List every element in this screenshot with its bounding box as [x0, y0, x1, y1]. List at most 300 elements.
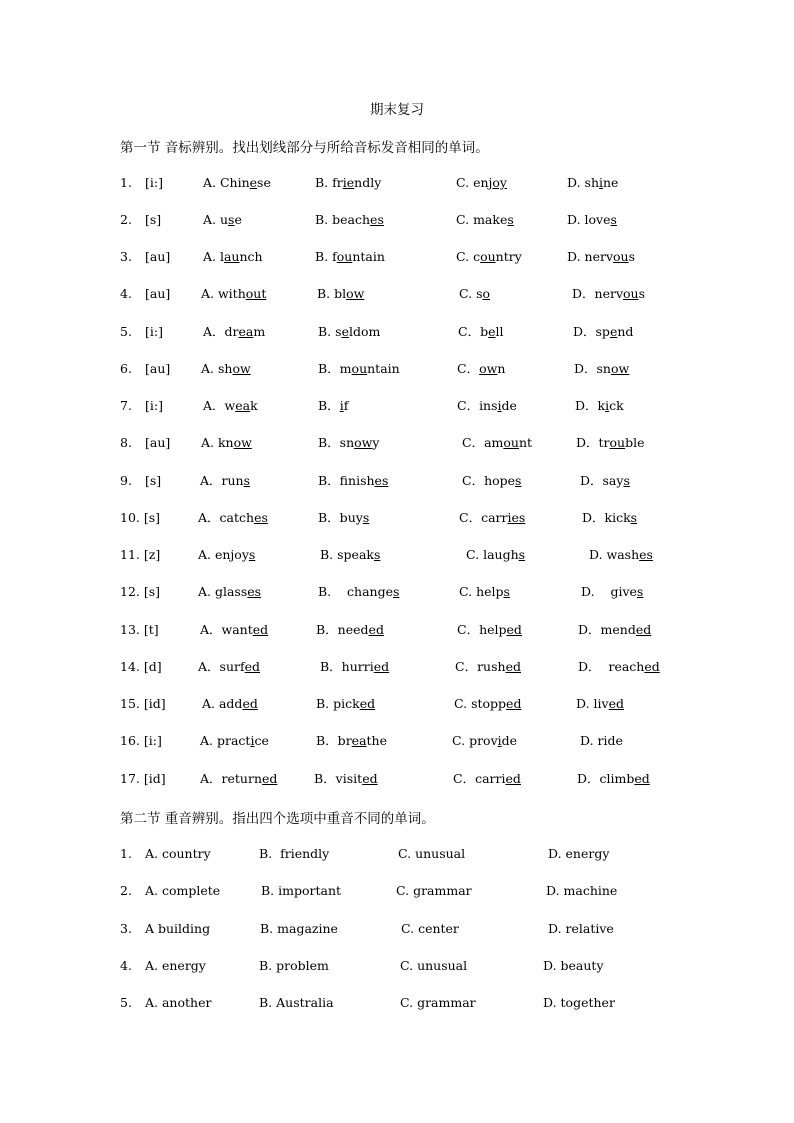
option-text: B．buy [318, 510, 363, 525]
option-text: C. enj [456, 175, 493, 190]
underlined-letters: s [503, 584, 510, 599]
underlined-letters: ie [342, 175, 355, 190]
answer-option [589, 545, 653, 565]
option-text: D．tr [576, 435, 610, 450]
underlined-letters: ed [635, 622, 652, 637]
answer-option [459, 582, 510, 602]
question-row [0, 508, 794, 528]
option-text: B. fr [315, 175, 343, 190]
answer-option [198, 545, 255, 565]
answer-option [316, 731, 387, 751]
option-text: C. laugh [466, 547, 519, 562]
answer-option: C. unusual [400, 958, 468, 973]
underlined-letters: ou [609, 435, 626, 450]
option-text: C. make [456, 212, 508, 227]
underlined-letters: ed [506, 622, 522, 637]
option-text: B. speak [320, 547, 374, 562]
option-text: B. pick [316, 696, 360, 711]
question-row [0, 881, 794, 901]
underlined-letters: ed [644, 659, 660, 674]
underlined-letters: es [374, 473, 389, 488]
option-text: D．nerv [572, 286, 624, 301]
underlined-letters: ou [336, 249, 353, 264]
option-text: D. sh [567, 175, 599, 190]
underlined-letters: s [393, 584, 400, 599]
question-number: 9. [120, 473, 132, 488]
option-text: D．sn [574, 361, 611, 376]
answer-option [578, 620, 651, 640]
answer-option [201, 433, 252, 453]
underlined-letters: e [341, 324, 349, 339]
option-text: C．hope [462, 473, 516, 488]
option-text: A. sh [201, 361, 233, 376]
question-row [0, 956, 794, 976]
question-number: 11. [z] [120, 547, 161, 562]
question-row [0, 844, 794, 864]
underlined-letters: es [370, 212, 384, 227]
option-text: B. bl [317, 286, 347, 301]
option-text: A．catch [198, 510, 255, 525]
answer-option [576, 694, 624, 714]
option-text: ce [254, 733, 269, 748]
question-row [0, 173, 794, 193]
underlined-letters: es [254, 510, 268, 525]
answer-option [578, 657, 660, 677]
option-text: ldom [348, 324, 381, 339]
answer-option [456, 247, 522, 267]
question-number: 5. [120, 995, 132, 1010]
question-number: 14. [d] [120, 659, 162, 674]
option-text: C．carri [453, 771, 506, 786]
question-row [0, 247, 794, 267]
option-text: C．rush [455, 659, 506, 674]
answer-option [456, 210, 514, 230]
underlined-letters: ed [368, 622, 384, 637]
phonetic-symbol: [au] [145, 286, 171, 301]
underlined-letters: ed [506, 696, 522, 711]
underlined-letters: s [623, 473, 630, 488]
phonetic-symbol: [s] [145, 212, 162, 227]
section1-heading: 第一节 音标辨别。找出划线部分与所给音标发音相同的单词。 [120, 140, 489, 156]
underlined-letters: oy [492, 175, 507, 190]
option-text: C．ins [457, 398, 498, 413]
option-text: C． [457, 361, 480, 376]
option-text: A. enjoy [198, 547, 249, 562]
answer-option [581, 582, 643, 602]
question-number: 3. [120, 249, 132, 264]
answer-option [459, 284, 490, 304]
answer-option [582, 508, 637, 528]
underlined-letters: es [247, 584, 262, 599]
question-number: 4. [120, 958, 132, 973]
answer-option: B. magazine [260, 921, 338, 936]
underlined-letters: ow [611, 361, 630, 376]
answer-option [198, 582, 261, 602]
underlined-letters: o [482, 286, 491, 301]
option-text: A. add [202, 696, 243, 711]
answer-option [315, 247, 385, 267]
answer-option [202, 694, 258, 714]
underlined-letters: ed [505, 771, 521, 786]
option-text: B．need [316, 622, 369, 637]
underlined-letters: s [518, 547, 526, 562]
answer-option [315, 210, 384, 230]
option-text: D. liv [576, 696, 609, 711]
answer-option [203, 247, 263, 267]
underlined-letters: s [515, 473, 522, 488]
underlined-letters: i [339, 398, 344, 413]
question-number: 2. [120, 883, 132, 898]
option-text: A. u [203, 212, 229, 227]
option-text: B．hurri [320, 659, 374, 674]
option-text: A．want [200, 622, 253, 637]
option-text: A. with [201, 286, 246, 301]
question-number: 8. [120, 435, 132, 450]
question-number: 3. [120, 921, 132, 936]
option-text: ntain [352, 249, 385, 264]
question-row [0, 919, 794, 939]
question-row [0, 284, 794, 304]
answer-option [457, 396, 517, 416]
option-text: m [253, 324, 266, 339]
option-text: n [497, 361, 506, 376]
underlined-letters: ed [242, 696, 258, 711]
underlined-letters: ed [362, 771, 378, 786]
option-text: C. prov [452, 733, 498, 748]
question-row [0, 694, 794, 714]
option-text: s [638, 286, 646, 301]
option-text: B．finish [318, 473, 375, 488]
question-number: 10. [s] [120, 510, 161, 525]
answer-option [456, 173, 507, 193]
answer-option [318, 471, 388, 491]
question-row [0, 545, 794, 565]
answer-option [198, 508, 268, 528]
answer-option: B. important [261, 883, 342, 898]
underlined-letters: e [249, 175, 258, 190]
option-text: A．dr [203, 324, 239, 339]
option-text: C．b [458, 324, 489, 339]
answer-option: A. energy [145, 958, 206, 973]
answer-option [317, 284, 364, 304]
phonetic-symbol: [s] [145, 473, 162, 488]
answer-option [316, 694, 375, 714]
answer-option: A. country [145, 846, 211, 861]
answer-option [567, 210, 617, 230]
answer-option: D. relative [548, 921, 614, 936]
answer-option: B. Australia [259, 995, 334, 1010]
option-text: s [628, 249, 636, 264]
answer-option [580, 731, 623, 751]
question-row [0, 471, 794, 491]
option-text: D. wash [589, 547, 640, 562]
answer-option [198, 657, 260, 677]
option-text: C. c [456, 249, 481, 264]
answer-option [576, 433, 645, 453]
option-text: A．return [200, 771, 262, 786]
answer-option [462, 471, 521, 491]
underlined-letters: ed [244, 659, 261, 674]
underlined-letters: ow [233, 435, 252, 450]
underlined-letters: ed [505, 659, 521, 674]
option-text: D. love [567, 212, 611, 227]
answer-option [203, 210, 242, 230]
answer-option [458, 322, 503, 342]
answer-option [457, 359, 505, 379]
question-number: 7. [120, 398, 132, 413]
underlined-letters: ea [351, 733, 367, 748]
option-text: C. stopp [454, 696, 507, 711]
option-text: B. change [318, 584, 394, 599]
answer-option [573, 322, 633, 342]
answer-option: B. friendly [259, 846, 330, 861]
underlined-letters: ou [623, 286, 639, 301]
option-text: ne [603, 175, 619, 190]
question-row [0, 731, 794, 751]
question-number: 15. [id] [120, 696, 166, 711]
answer-option [455, 657, 521, 677]
option-text: A. kn [201, 435, 234, 450]
answer-option [320, 657, 389, 677]
underlined-letters: ow [346, 286, 365, 301]
answer-option [201, 284, 266, 304]
option-text: C. help [459, 584, 504, 599]
underlined-letters: ed [373, 659, 390, 674]
question-row [0, 620, 794, 640]
answer-option: C. grammar [400, 995, 476, 1010]
question-number: 1. [120, 846, 132, 861]
underlined-letters: i [599, 175, 603, 190]
question-row [0, 322, 794, 342]
underlined-letters: ou [351, 361, 368, 376]
phonetic-symbol: [i:] [145, 398, 163, 413]
option-text: ndly [354, 175, 382, 190]
answer-option [318, 582, 399, 602]
question-number: 1. [120, 175, 132, 190]
option-text: ble [625, 435, 645, 450]
option-text: A．run [200, 473, 244, 488]
answer-option [318, 396, 348, 416]
option-text: D．mend [578, 622, 636, 637]
phonetic-symbol: [au] [145, 249, 171, 264]
answer-option [574, 359, 629, 379]
answer-option [203, 322, 265, 342]
underlined-letters: i [497, 733, 502, 748]
underlined-letters: ou [480, 249, 496, 264]
underlined-letters: es [639, 547, 653, 562]
question-row [0, 433, 794, 453]
underlined-letters: s [248, 547, 256, 562]
question-number: 12. [s] [120, 584, 161, 599]
question-row [0, 769, 794, 789]
option-text: ntain [367, 361, 400, 376]
phonetic-symbol: [i:] [145, 175, 163, 190]
question-number: 6. [120, 361, 132, 376]
page-title: 期末复习 [370, 102, 424, 118]
option-text: A．w [203, 398, 236, 413]
option-text: ntry [495, 249, 522, 264]
underlined-letters: ow [479, 361, 498, 376]
option-text: D． reach [578, 659, 645, 674]
phonetic-symbol: [i:] [145, 324, 163, 339]
question-row [0, 657, 794, 677]
underlined-letters: s [373, 547, 381, 562]
phonetic-symbol: [au] [145, 361, 171, 376]
option-text: ck [609, 398, 624, 413]
option-text: B. beach [315, 212, 371, 227]
option-text: B．br [316, 733, 352, 748]
answer-option [567, 173, 618, 193]
question-row [0, 993, 794, 1013]
option-text: B．visit [314, 771, 363, 786]
answer-option [203, 173, 271, 193]
underlined-letters: i [497, 398, 502, 413]
underlined-letters: ou [503, 435, 519, 450]
answer-option [318, 359, 400, 379]
underlined-letters: e [609, 324, 618, 339]
underlined-letters: s [228, 212, 235, 227]
answer-option: C. unusual [398, 846, 466, 861]
answer-option [466, 545, 525, 565]
option-text: f [343, 398, 349, 413]
underlined-letters: s [243, 473, 251, 488]
answer-option [314, 769, 378, 789]
answer-option [200, 731, 269, 751]
underlined-letters: ou [613, 249, 629, 264]
option-text: C. s [459, 286, 483, 301]
answer-option [200, 769, 277, 789]
answer-option [459, 508, 525, 528]
underlined-letters: ed [608, 696, 624, 711]
question-row [0, 359, 794, 379]
option-text: A. pract [200, 733, 251, 748]
answer-option [318, 508, 369, 528]
question-row [0, 210, 794, 230]
option-text: C．carr [459, 510, 508, 525]
option-text: D. nerv [567, 249, 614, 264]
answer-option [452, 731, 517, 751]
answer-option [453, 769, 521, 789]
option-text: nd [617, 324, 634, 339]
option-text: nt [518, 435, 533, 450]
underlined-letters: s [362, 510, 370, 525]
option-text: D. give [581, 584, 637, 599]
option-text: de [501, 733, 518, 748]
answer-option: B. problem [259, 958, 329, 973]
answer-option [318, 322, 380, 342]
answer-option [316, 620, 384, 640]
underlined-letters: ed [359, 696, 376, 711]
option-text: e [234, 212, 242, 227]
answer-option [457, 620, 522, 640]
option-text: B. s [318, 324, 342, 339]
option-text: B． [318, 398, 340, 413]
underlined-letters: ow [232, 361, 251, 376]
answer-option: A building [145, 921, 211, 936]
option-text: D．kick [582, 510, 631, 525]
option-text: B．sn [318, 435, 355, 450]
option-text: D．say [580, 473, 624, 488]
answer-option [201, 359, 251, 379]
answer-option [203, 396, 258, 416]
answer-option: D. machine [546, 883, 618, 898]
answer-option [454, 694, 521, 714]
answer-option [567, 247, 635, 267]
underlined-letters: i [250, 733, 255, 748]
answer-option [200, 620, 268, 640]
option-text: D．k [575, 398, 606, 413]
option-text: nch [239, 249, 263, 264]
option-text: A. glass [198, 584, 248, 599]
underlined-letters: ea [235, 398, 251, 413]
answer-option [577, 769, 650, 789]
answer-option: C. center [401, 921, 459, 936]
option-text: the [366, 733, 388, 748]
underlined-letters: ed [262, 771, 278, 786]
answer-option: A. another [145, 995, 212, 1010]
option-text: k [250, 398, 258, 413]
answer-option: A. complete [145, 883, 221, 898]
option-text: se [257, 175, 271, 190]
answer-option [200, 471, 250, 491]
underlined-letters: s [610, 212, 617, 227]
question-number: 2. [120, 212, 132, 227]
option-text: A. l [203, 249, 224, 264]
answer-option [572, 284, 645, 304]
option-text: D. ride [580, 733, 623, 748]
option-text: B．m [318, 361, 352, 376]
answer-option [320, 545, 380, 565]
option-text: A．surf [198, 659, 245, 674]
phonetic-symbol: [au] [145, 435, 171, 450]
option-text: D．climb [577, 771, 635, 786]
option-text: D．sp [573, 324, 610, 339]
option-text: ll [495, 324, 504, 339]
underlined-letters: s [636, 584, 644, 599]
question-number: 5. [120, 324, 132, 339]
answer-option [318, 433, 379, 453]
underlined-letters: out [245, 286, 267, 301]
option-text: A. Chin [203, 175, 250, 190]
answer-option [575, 396, 624, 416]
underlined-letters: i [605, 398, 610, 413]
answer-option [580, 471, 630, 491]
answer-option [315, 173, 381, 193]
question-number: 17. [id] [120, 771, 166, 786]
answer-option [462, 433, 532, 453]
option-text: de [501, 398, 517, 413]
question-row [0, 396, 794, 416]
underlined-letters: s [507, 212, 514, 227]
answer-option: D. together [543, 995, 615, 1010]
question-number: 16. [i:] [120, 733, 162, 748]
underlined-letters: ies [507, 510, 526, 525]
underlined-letters: e [488, 324, 496, 339]
option-text: y [372, 435, 380, 450]
underlined-letters: ow [354, 435, 373, 450]
underlined-letters: ea [238, 324, 254, 339]
option-text: C．am [462, 435, 504, 450]
answer-option: C. grammar [396, 883, 472, 898]
question-row [0, 582, 794, 602]
underlined-letters: ed [634, 771, 650, 786]
question-number: 13. [t] [120, 622, 159, 637]
question-number: 4. [120, 286, 132, 301]
underlined-letters: au [223, 249, 240, 264]
section2-heading: 第二节 重音辨别。指出四个选项中重音不同的单词。 [120, 811, 435, 827]
answer-option: D. energy [548, 846, 610, 861]
answer-option: D. beauty [543, 958, 604, 973]
